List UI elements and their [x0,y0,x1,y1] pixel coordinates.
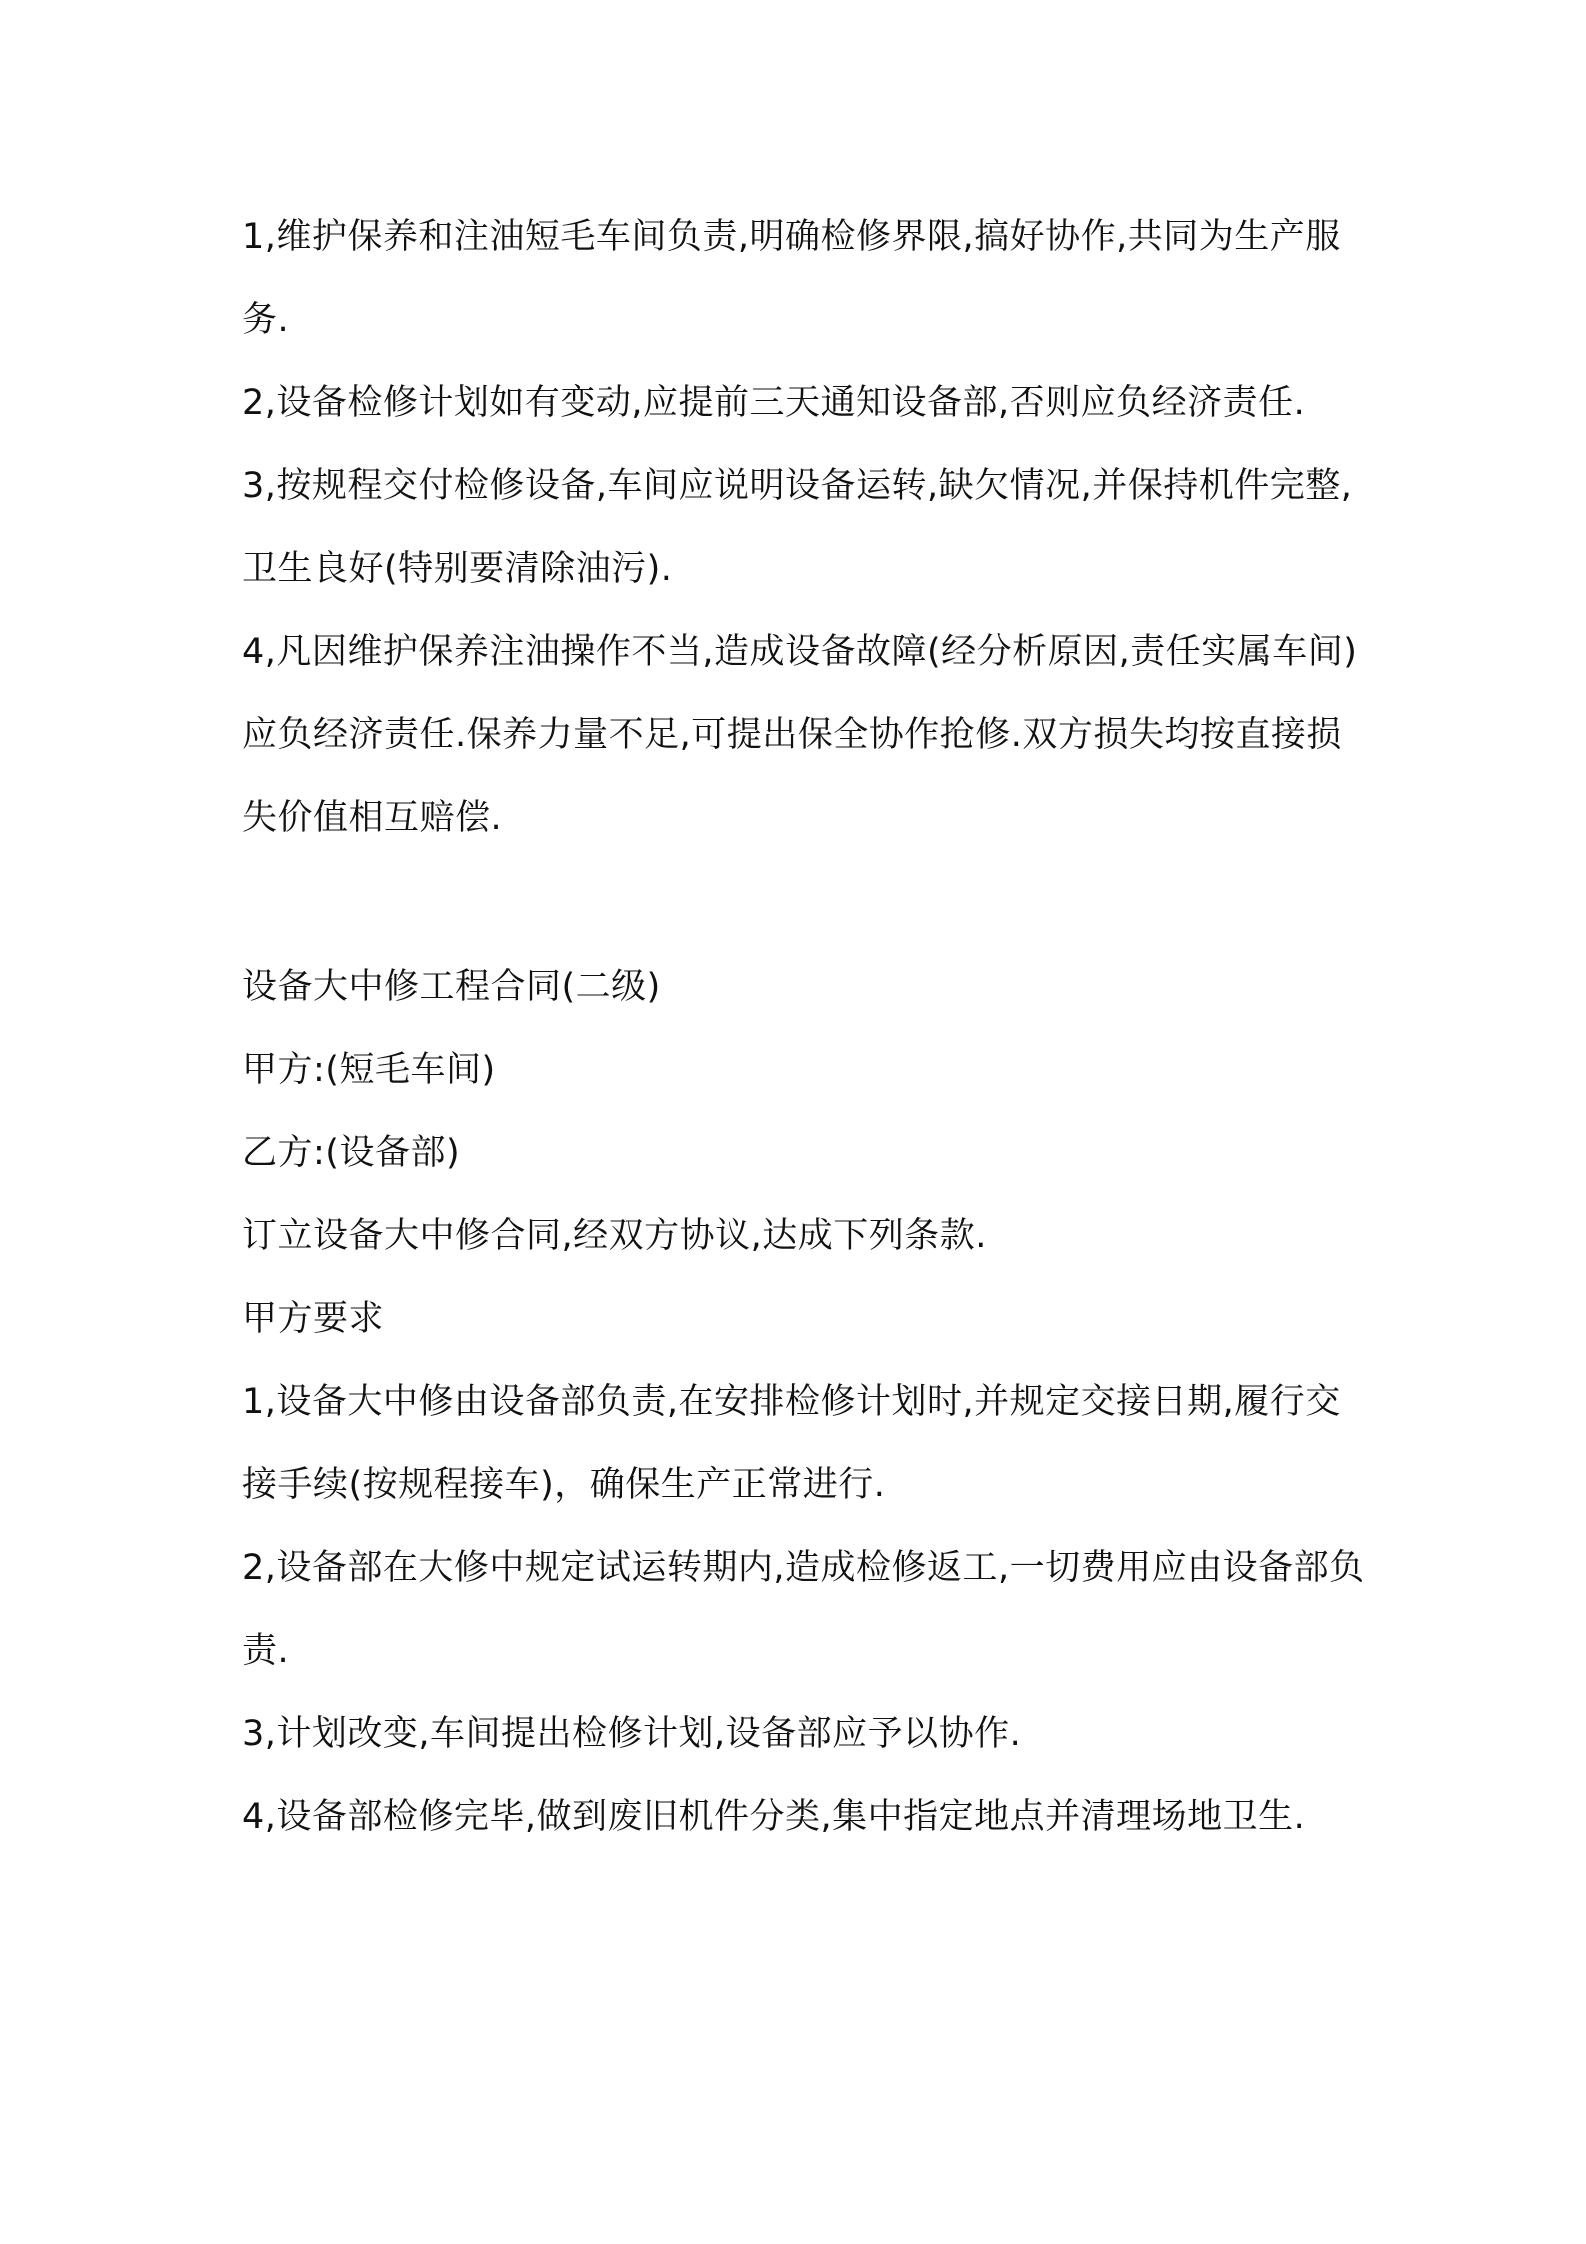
party-a-requirements-heading: 甲方要求 [242,1299,385,1339]
document-body [242,196,1372,1859]
clause-paragraph: 2,设备检修计划如有变动,应提前三天通知设备部,否则应负经济责任. [242,383,1306,423]
clause-paragraph: 1,维护保养和注油短毛车间负责,明确检修界限,搞好协作,共同为生产服务. [242,217,1341,340]
requirement-paragraph: 1,设备大中修由设备部负责,在安排检修计划时,并规定交接日期,履行交接手续(按规程接车)，确保生产正常进行. [242,1382,1341,1505]
requirement-paragraph: 3,计划改变,车间提出检修计划,设备部应予以协作. [242,1714,1022,1754]
contract-intro: 订立设备大中修合同,经双方协议,达成下列条款. [242,1216,987,1256]
party-a: 甲方:(短毛车间) [242,1050,496,1090]
party-b: 乙方:(设备部) [242,1133,461,1173]
maintenance-clauses-section [242,196,1372,860]
overhaul-contract-section [242,946,1372,1859]
requirement-paragraph: 4,设备部检修完毕,做到废旧机件分类,集中指定地点并清理场地卫生. [242,1797,1306,1837]
clause-paragraph: 4,凡因维护保养注油操作不当,造成设备故障(经分析原因,责任实属车间)应负经济责任.保养力量不足,可提出保全协作抢修.双方损失均按直接损失价值相互赔偿. [242,632,1358,838]
contract-title: 设备大中修工程合同(二级) [242,967,661,1007]
clause-paragraph: 3,按规程交付检修设备,车间应说明设备运转,缺欠情况,并保持机件完整,卫生良好(特别要清除油污). [242,466,1353,589]
requirement-paragraph: 2,设备部在大修中规定试运转期内,造成检修返工,一切费用应由设备部负责. [242,1548,1365,1671]
